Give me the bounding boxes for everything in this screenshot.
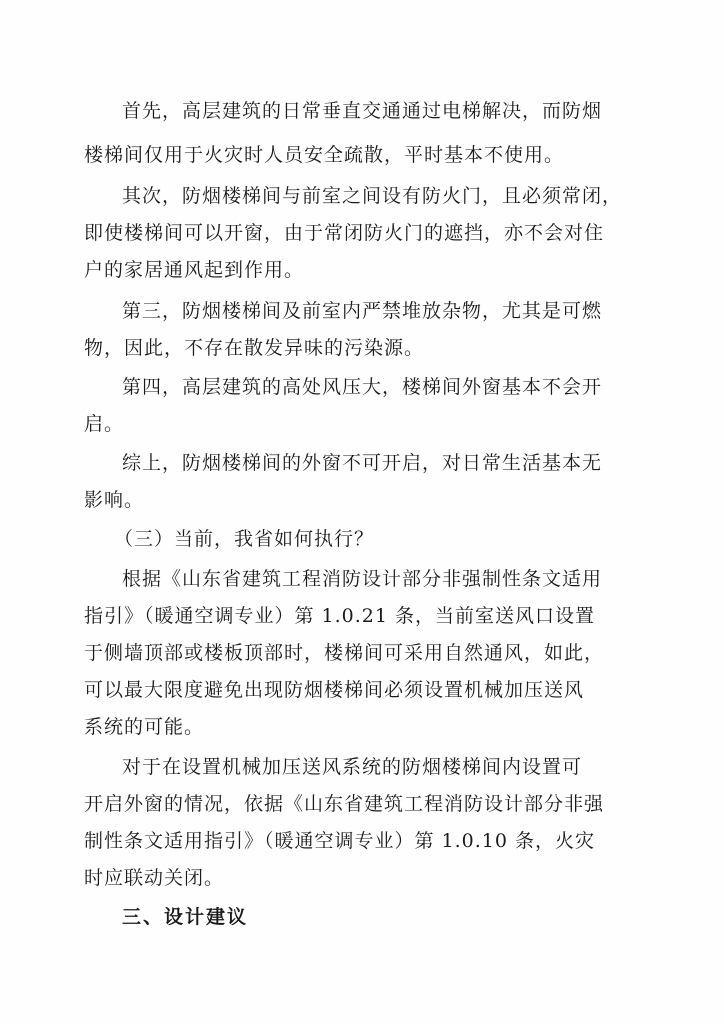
paragraph-line: 户的家居通风起到作用。 bbox=[84, 259, 305, 281]
paragraph-line: 对于在设置机械加压送风系统的防烟楼梯间内设置可 bbox=[122, 756, 583, 778]
paragraph-line: 可以最大限度避免出现防烟楼梯间必须设置机械加压送风 bbox=[84, 679, 585, 701]
paragraph-line: 开启外窗的情况，依据《山东省建筑工程消防设计部分非强 bbox=[84, 793, 605, 815]
paragraph-line: 启。 bbox=[84, 413, 125, 435]
paragraph-line: 即使楼梯间可以开窗，由于常闭防火门的遮挡，亦不会对住 bbox=[84, 222, 605, 244]
paragraph-line: 于侧墙顶部或楼板顶部时，楼梯间可采用自然通风，如此， bbox=[84, 642, 605, 664]
paragraph-line: 时应联动关闭。 bbox=[84, 867, 225, 889]
paragraph-line: 首先，高层建筑的日常垂直交通通过电梯解决，而防烟 bbox=[122, 100, 603, 122]
paragraph-line: 第四，高层建筑的高处风压大，楼梯间外窗基本不会开 bbox=[122, 376, 603, 398]
paragraph-line: 物，因此，不存在散发异味的污染源。 bbox=[84, 337, 425, 359]
paragraph-line: 系统的可能。 bbox=[84, 716, 205, 738]
paragraph-line: 楼梯间仅用于火灾时人员安全疏散，平时基本不使用。 bbox=[84, 144, 565, 166]
paragraph-line: 第三，防烟楼梯间及前室内严禁堆放杂物，尤其是可燃 bbox=[122, 300, 603, 322]
paragraph-line: 综上，防烟楼梯间的外窗不可开启，对日常生活基本无 bbox=[122, 452, 603, 474]
paragraph-line: 根据《山东省建筑工程消防设计部分非强制性条文适用 bbox=[122, 568, 603, 590]
paragraph-line: 制性条文适用指引》（暖通空调专业）第 1.0.10 条，火灾 bbox=[84, 830, 596, 852]
subsection-heading: （三）当前，我省如何执行？ bbox=[114, 528, 375, 550]
section-heading: 三、设计建议 bbox=[122, 906, 249, 928]
paragraph-line: 指引》（暖通空调专业）第 1.0.21 条，当前室送风口设置 bbox=[84, 605, 596, 627]
paragraph-line: 其次，防烟楼梯间与前室之间设有防火门，且必须常闭， bbox=[122, 185, 623, 207]
paragraph-line: 影响。 bbox=[84, 489, 145, 511]
